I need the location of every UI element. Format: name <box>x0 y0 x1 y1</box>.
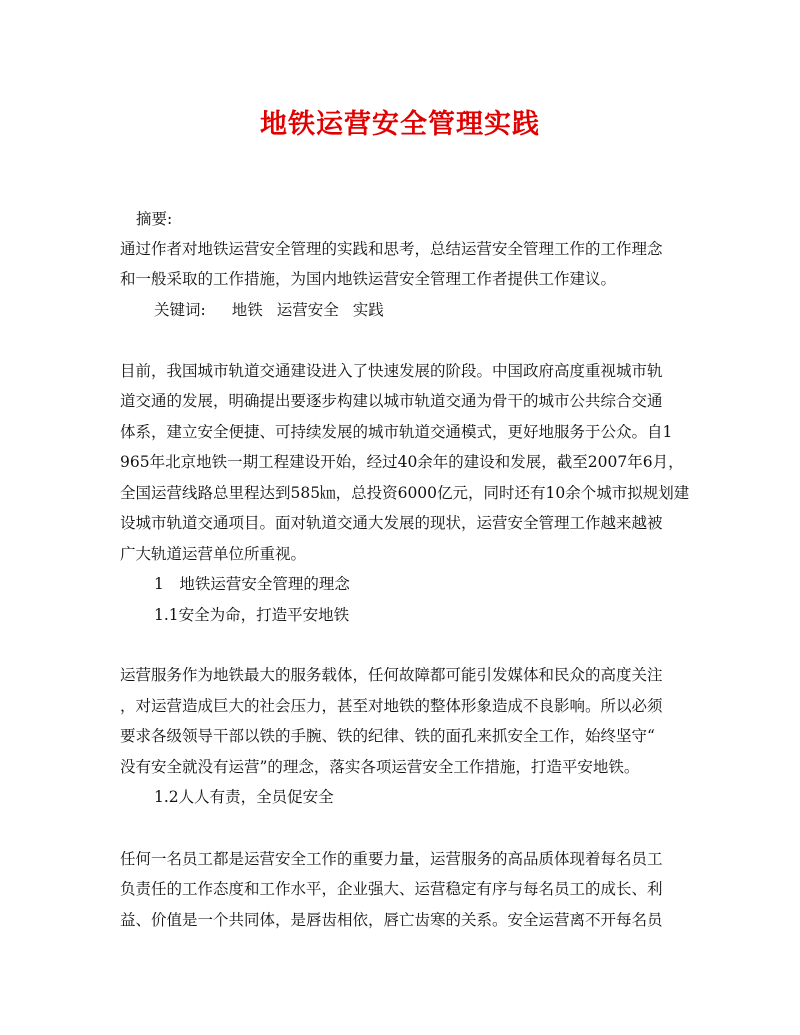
paragraph-line: 任何一名员工都是运营安全工作的重要力量，运营服务的高品质体现着每名员工 <box>120 850 663 868</box>
keyword-item: 地铁 <box>231 301 263 319</box>
keyword-item: 实践 <box>352 301 384 319</box>
abstract-line: 通过作者对地铁运营安全管理的实践和思考，总结运营安全管理工作的工作理念 <box>120 240 663 258</box>
paragraph-line: 益、价值是一个共同体，是唇齿相依，唇亡齿寒的关系。安全运营离不开每名员 <box>120 911 663 929</box>
paragraph-line: 没有安全就没有运营”的理念，落实各项运营安全工作措施，打造平安地铁。 <box>120 758 640 776</box>
keywords-row <box>154 299 724 321</box>
document-title: 地铁运营安全管理实践 <box>260 109 540 140</box>
abstract-line: 和一般采取的工作措施，为国内地铁运营安全管理工作者提供工作建议。 <box>120 270 617 288</box>
keyword-item: 运营安全 <box>276 301 339 319</box>
subsection-heading: 1.2人人有责，全员促安全 <box>154 788 334 806</box>
intro-line: 道交通的发展，明确提出要逐步构建以城市轨道交通为骨干的城市公共综合交通 <box>120 392 663 410</box>
paragraph-line: ，对运营造成巨大的社会压力，甚至对地铁的整体形象造成不良影响。所以必须 <box>120 697 663 715</box>
section-heading: 1 地铁运营安全管理的理念 <box>154 575 350 593</box>
keywords-label: 关键词: <box>154 301 206 319</box>
paragraph-line: 运营服务作为地铁最大的服务载体，任何故障都可能引发媒体和民众的高度关注 <box>120 666 663 684</box>
abstract-label: 摘要: <box>136 210 173 228</box>
paragraph-line: 要求各级领导干部以铁的手腕、铁的纪律、铁的面孔来抓安全工作，始终坚守“ <box>120 727 655 745</box>
intro-line: 广大轨道运营单位所重视。 <box>120 545 307 563</box>
intro-line: 设城市轨道交通项目。面对轨道交通大发展的现状，运营安全管理工作越来越被 <box>120 514 663 532</box>
subsection-heading: 1.1安全为命，打造平安地铁 <box>154 606 350 624</box>
intro-line: 体系，建立安全便捷、可持续发展的城市轨道交通模式，更好地服务于公众。自1 <box>120 423 673 441</box>
paragraph-line: 负责任的工作态度和工作水平，企业强大、运营稳定有序与每名员工的成长、利 <box>120 880 663 898</box>
intro-line: 全国运营线路总里程达到585㎞，总投资6000亿元，同时还有10余个城市拟规划建 <box>120 484 690 502</box>
intro-line: 965年北京地铁一期工程建设开始，经过40余年的建设和发展，截至2007年6月， <box>120 453 684 471</box>
intro-line: 目前，我国城市轨道交通建设进入了快速发展的阶段。中国政府高度重视城市轨 <box>120 362 663 380</box>
